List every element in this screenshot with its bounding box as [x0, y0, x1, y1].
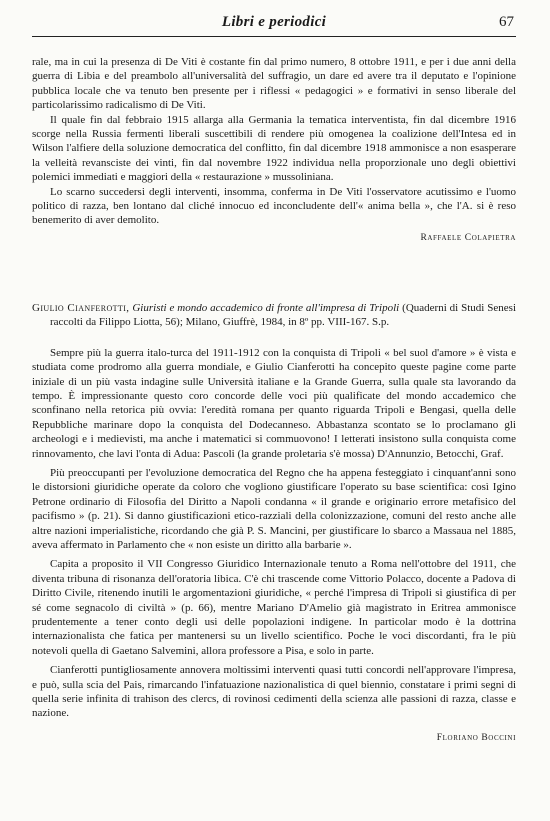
reference-title: Giuristi e mondo accademico di fronte all'impresa di Tripoli — [132, 301, 400, 314]
review1-signature: Raffaele Colapietra — [420, 232, 516, 243]
review1-paragraph-1: rale, ma in cui la presenza di De Viti è costante fin dal primo numero, 8 ottobre 1911, e per i due anni della guerra di Libia e del preambolo all'universalità del suffragio, un dare ed avere tra il deputato e l'opinione pubblica locale che va tenuto ben presente per i riflessi « pedagogici » e formativi in senso liberale del particolarissimo radicalismo di De Viti. — [32, 56, 516, 112]
review-colapietra — [32, 55, 516, 243]
review-boccini — [32, 301, 516, 743]
section-title: Libri e periodici — [221, 14, 327, 30]
review2-signature: Floriano Boccini — [436, 732, 516, 743]
review2-paragraph-4: Cianferotti puntigliosamente annovera moltissimi interventi quasi tutti concordi nell'approvare l'impresa, e può, sulla scia del Pais, rimarcando l'infatuazione nazionalistica di quel biennio, constatare i primi segni di quella serie infinita di trahison des clercs, di rovinosi cedimenti della scienza alle passioni di razza, classe e nazione. — [32, 664, 516, 720]
review1-paragraph-2: Il quale fin dal febbraio 1915 allarga alla Germania la tematica interventista, fin dal dicembre 1916 scorge nella Russia fermenti liberali suscettibili di rendere più omogenea la coalizione dell'Intesa ed in Wilson l'alfiere della soluzione democratica del conflitto, fin dal dicembre 1918 ammonisce a non esasperare la velleità revansciste dei vinti, fin dal novembre 1922 individua nella proporzionale uno degli obiettivi polemici immediati e maggiori della « restaurazione » mussoliniana. — [32, 113, 516, 184]
bibliographic-reference — [32, 301, 516, 330]
review2-paragraph-3: Capita a proposito il VII Congresso Giuridico Internazionale tenuto a Roma nell'ottobre del 1911, che diventa tribuna di risonanza dell'oratoria libica. C'è chi trascende come Vittorio Polacco, docente a Padova di Diritto Civile, ritenendo inutili le argomentazioni giuridiche, « perché l'impresa di Tripoli si giustifica di per sé come segnacolo di civiltà » (p. 66), mentre Mariano D'Amelio già magistrato in Eritrea ammonisce prudentemente a tener conto degli usi delle popolazioni indigene. In particolar modo è la dottrina internazionalista che fatica per mantenersi su un livello scientifico. Poche le voci discordanti, fra le più notevoli quella di Gaetano Salvemini, allora professore a Pisa, e solo in parte. — [32, 558, 516, 657]
page-number: 67 — [499, 14, 514, 30]
review2-paragraph-1: Sempre più la guerra italo-turca del 1911-1912 con la conquista di Tripoli « bel suol d'amore » è vista e studiata come prodromo alla guerra mondiale, e Giulio Cianferotti ha concepito queste pagine come parte iniziale di un più vasta indagine sulle Università italiane e la Grande Guerra, sulla quale sta lavorando da tempo. È impressionante questo coro concorde delle voci più qualificate del mondo accademico che sconfinano nella retorica più ovvia: l'eredità romana per quanto riguarda Tripoli e Bengasi, quella delle Repubbliche marinare dopo la conquista del Dodecanneso. Abbastanza scontato se lo proclamano gli archeologi e i medievisti, ma anche i matematici si commuovono! I letterati insistono sulla conquista come rinnovamento, che lavi l'onta di Adua: Pascoli (la grande proletaria s'è mossa) D'Annunzio, Betocchi, Graf. — [32, 346, 516, 460]
review1-paragraph-3: Lo scarno succedersi degli interventi, insomma, conferma in De Viti l'osservatore acutissimo e l'uomo politico di razza, ben lontano dal cliché innocuo ed inconcludente dell'« anima bella », che l'A. si è reso benemerito di aver demolito. — [32, 185, 516, 227]
running-header — [32, 14, 516, 37]
review2-paragraph-2: Più preoccupanti per l'evoluzione democratica del Regno che ha appena festeggiato i cinquant'anni sono le distorsioni giuridiche operate da coloro che vogliono giustificare l'operato su base scientifica: così Igino Petrone ordinario di Filosofia del Diritto a Napoli condanna « il grande e originario errore metafisico del pacifismo » (p. 21). Si danno giustificazioni etico-razziali della colonizzazione, comuni del resto anche alle altre nazioni imperialistiche, ricordando che già P. S. Mancini, per giustificare lo sbarco a Massaua nel 1885, aveva affermato in Parlamento che « non esiste un diritto alla barbarie ». — [32, 466, 516, 551]
section-gap — [32, 243, 516, 301]
reference-author: Giulio Cianferotti, — [32, 301, 130, 314]
reference-details: (Quaderni di Studi Senesi raccolti da Filippo Liotta, 56); Milano, Giuffrè, 1984, in 8º pp. VIII-167. S.p. — [50, 301, 517, 329]
